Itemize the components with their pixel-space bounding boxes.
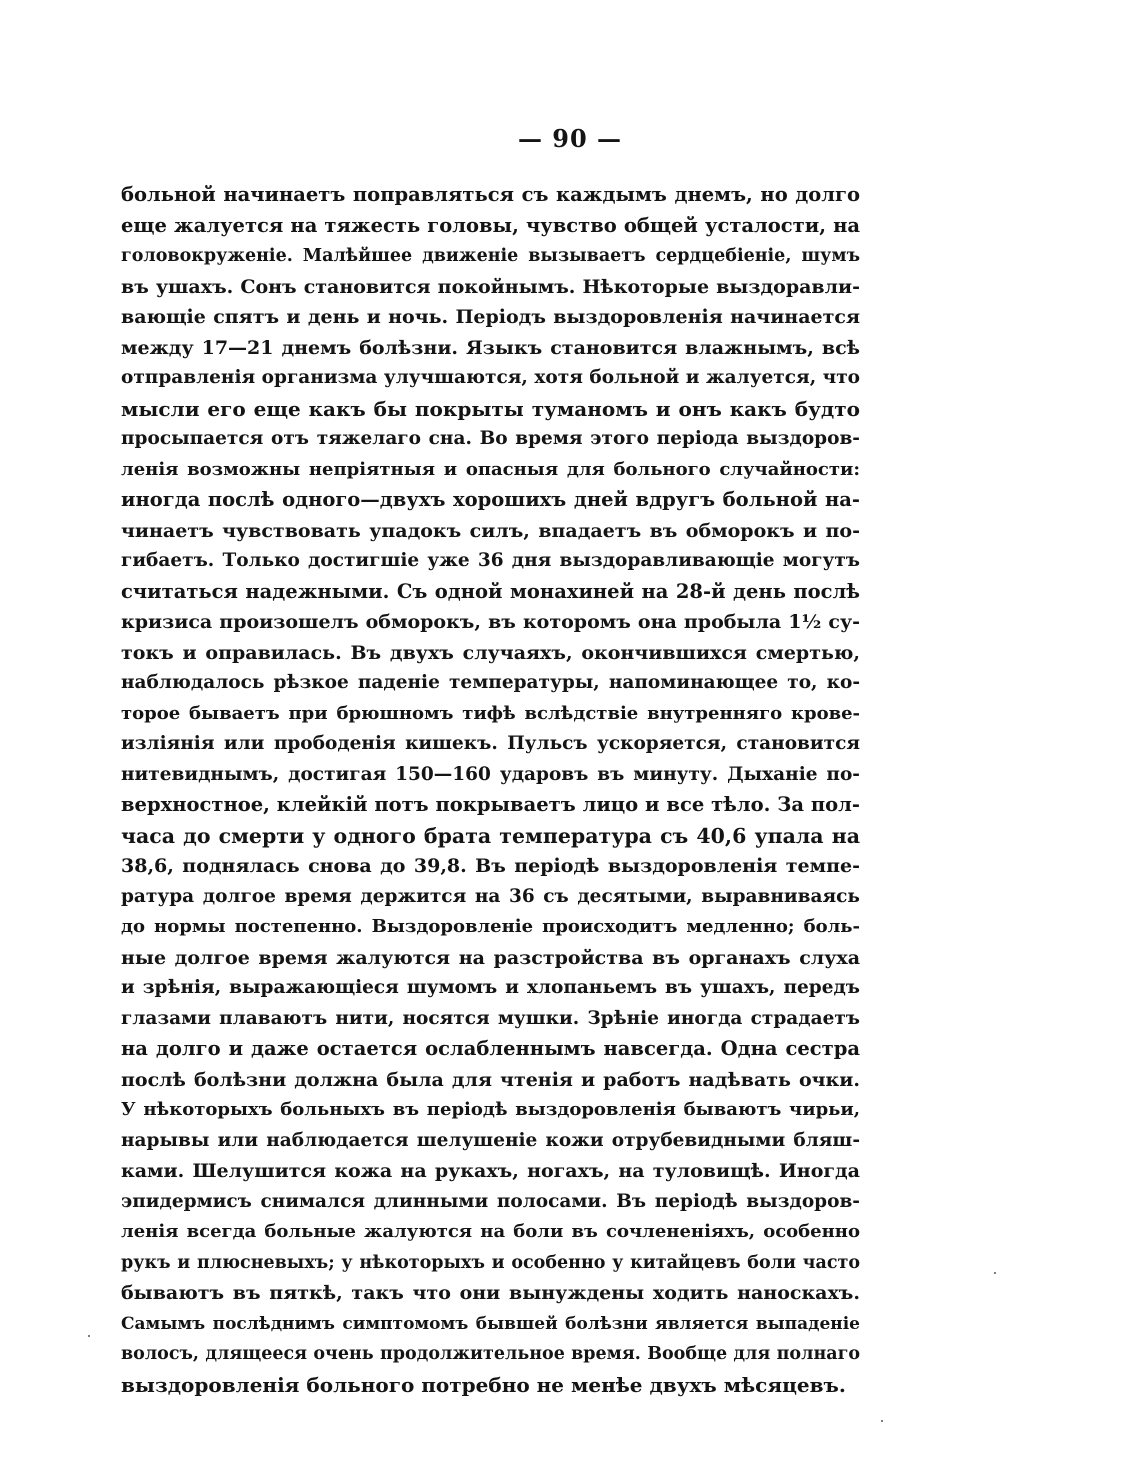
text-line: чинаетъ чувствовать упадокъ силъ, впадаетъ въ обморокъ и по- <box>121 519 860 542</box>
text-line: ные долгое время жалуются на разстройства въ органахъ слуха <box>121 946 860 969</box>
text-line: просыпается отъ тяжелаго сна. Во время этого періода выздоров- <box>121 428 860 449</box>
text-line: и зрѣнія, выражающіеся шумомъ и хлопаньемъ въ ушахъ, передъ <box>121 977 860 998</box>
text-line: на долго и даже остается ослабленнымъ навсегда. Одна сестра <box>121 1037 860 1060</box>
text-line: нитевиднымъ, достигая 150—160 ударовъ въ минуту. Дыханіе по- <box>121 763 860 785</box>
text-line: больной начинаетъ поправляться съ каждымъ днемъ, но долго <box>121 183 860 206</box>
text-line: наблюдалось рѣзкое паденіе температуры, напоминающее то, ко- <box>121 672 860 693</box>
text-line: 38,6, поднялась снова до 39,8. Въ періодѣ выздоровленія темпе- <box>121 855 860 877</box>
text-line: считаться надежными. Съ одной монахиней на 28-й день послѣ <box>121 579 860 603</box>
text-line: бываютъ въ пяткѣ, такъ что они вынуждены ходить наноскахъ. <box>121 1282 860 1304</box>
text-line: У нѣкоторыхъ больныхъ въ періодѣ выздоровленія бываютъ чирьи, <box>121 1099 860 1120</box>
text-line: головокруженіе. Малѣйшее движеніе вызываетъ сердцебіеніе, шумъ <box>121 246 860 266</box>
text-line: еще жалуется на тяжесть головы, чувство общей усталости, на <box>121 213 860 237</box>
text-line: ратура долгое время держится на 36 съ десятыми, выравниваясь <box>121 885 860 907</box>
text-line: до нормы постепенно. Выздоровленіе происходитъ медленно; боль- <box>121 916 860 937</box>
text-line: кризиса произошелъ обморокъ, въ которомъ она пробыла 1½ су- <box>121 611 860 633</box>
text-line: волосъ, длящееся очень продолжительное время. Вообще для полнаго <box>121 1344 860 1364</box>
text-line: выздоровленія больного потребно не менѣе двухъ мѣсяцевъ. <box>121 1372 846 1397</box>
text-line: токъ и оправилась. Въ двухъ случаяхъ, окончившихся смертью, <box>121 641 860 664</box>
text-line: ленія возможны непріятныя и опасныя для больного случайности: <box>121 458 860 480</box>
text-line: между 17—21 днемъ болѣзни. Языкъ становится влажнымъ, всѣ <box>121 336 860 359</box>
text-line: эпидермисъ снимался длинными полосами. Въ періодѣ выздоров- <box>121 1190 860 1212</box>
text-line: нарывы или наблюдается шелушеніе кожи отрубевидными бляш- <box>121 1129 860 1151</box>
text-line: ками. Шелушится кожа на рукахъ, ногахъ, на туловищѣ. Иногда <box>121 1160 860 1182</box>
text-line: верхностное, клейкій потъ покрываетъ лицо и все тѣло. За пол- <box>121 793 860 816</box>
text-line: торое бываетъ при брюшномъ тифѣ вслѣдствіе внутренняго кровe- <box>121 702 860 724</box>
text-line: часа до смерти у одного брата температура съ 40,6 упала на <box>121 823 860 848</box>
text-line: глазами плаваютъ нити, носятся мушки. Зрѣніе иногда страдаетъ <box>121 1007 860 1029</box>
text-line: мысли его еще какъ бы покрыты туманомъ и онъ какъ будто <box>121 396 860 421</box>
text-line: Самымъ послѣднимъ симптомомъ бывшей болѣзни является выпаденіе <box>121 1313 860 1334</box>
scan-speck <box>88 1335 90 1337</box>
text-line: изліянія или прободенія кишекъ. Пульсъ ускоряется, становится <box>121 733 860 754</box>
text-line: вающіе спятъ и день и ночь. Періодъ выздоровленія начинается <box>121 306 860 328</box>
text-line: гибаетъ. Только достигшіе уже 36 дня выздоравливающіе могутъ <box>121 550 860 571</box>
text-line: отправленія организма улучшаются, хотя больной и жалуется, что <box>121 367 860 388</box>
page-number: — 90 — <box>517 124 623 153</box>
text-line: ленія всегда больные жалуются на боли въ сочлененіяхъ, особенно <box>121 1221 860 1242</box>
text-line: иногда послѣ одного—двухъ хорошихъ дней вдругъ больной на- <box>121 488 860 511</box>
text-line: въ ушахъ. Сонъ становится покойнымъ. Нѣкоторые выздоравли- <box>121 275 860 298</box>
text-line: послѣ болѣзни должна была для чтенія и работъ надѣвать очки. <box>121 1068 860 1091</box>
text-line: рукъ и плюсневыхъ; у нѣкоторыхъ и особенно у китайцевъ боли часто <box>121 1252 860 1273</box>
scan-speck <box>994 1272 996 1274</box>
body-text <box>121 180 860 1400</box>
scan-speck <box>881 1420 883 1422</box>
